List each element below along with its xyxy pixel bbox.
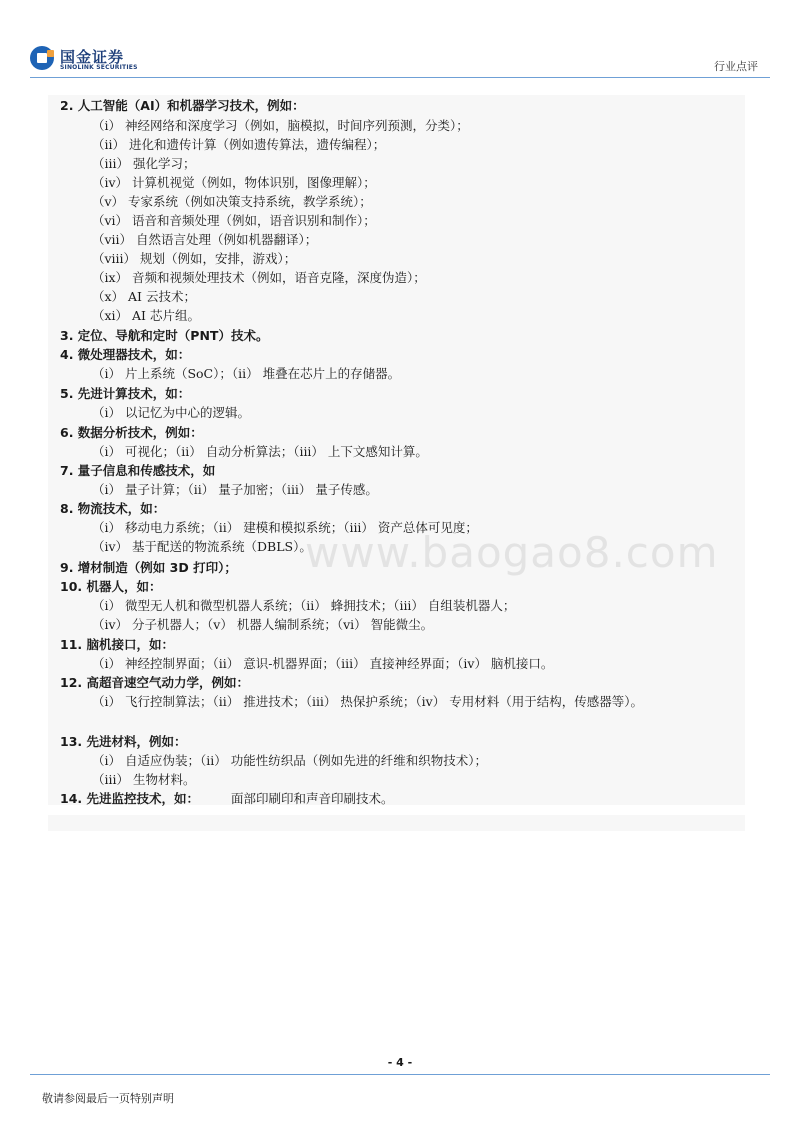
- content-panel-bottom: [48, 815, 745, 831]
- report-type-label: 行业点评: [714, 60, 758, 73]
- list-subitem: （iii） 强化学习；: [92, 156, 196, 171]
- list-item-2-heading: 2. 人工智能（AI）和机器学习技术，例如：: [60, 98, 305, 113]
- list-subitem: （ix） 音频和视频处理技术（例如，语音克隆，深度伪造）；: [92, 270, 426, 285]
- company-logo: [30, 44, 146, 74]
- list-subitem: （i） 自适应伪装；（ii） 功能性纺织品（例如先进的纤维和织物技术）；: [92, 753, 487, 768]
- list-subitem: （i） 量子计算；（ii） 量子加密；（iii） 量子传感。: [92, 482, 378, 497]
- list-subitem: （i） 片上系统（SoC）；（ii） 堆叠在芯片上的存储器。: [92, 366, 401, 381]
- list-subitem: （i） 微型无人机和微型机器人系统；（ii） 蜂拥技术；（iii） 自组装机器人；: [92, 598, 516, 613]
- list-subitem: （x） AI 云技术；: [92, 289, 196, 304]
- list-item-14-text: 面部印刷印和声音印刷技术。: [231, 791, 394, 806]
- page-number: - 4 -: [387, 1056, 413, 1069]
- list-item-7-heading: 7. 量子信息和传感技术，如: [60, 463, 216, 478]
- list-item-13-heading: 13. 先进材料，例如：: [60, 734, 187, 749]
- page-header: [0, 0, 800, 80]
- list-subitem: （v） 专家系统（例如决策支持系统，教学系统）；: [92, 194, 372, 209]
- list-subitem: （i） 神经控制界面；（ii） 意识-机器界面；（iii） 直接神经界面；（iv） 脑机接口。: [92, 656, 554, 671]
- list-subitem: （iv） 分子机器人；（v） 机器人编制系统；（vi） 智能微尘。: [92, 617, 434, 632]
- list-subitem: （i） 移动电力系统；（ii） 建模和模拟系统；（iii） 资产总体可见度；: [92, 520, 478, 535]
- header-divider: [30, 77, 770, 78]
- list-item-4-heading: 4. 微处理器技术，如：: [60, 347, 191, 362]
- list-item-11-heading: 11. 脑机接口，如：: [60, 637, 174, 652]
- list-subitem: （i） 以记忆为中心的逻辑。: [92, 405, 250, 420]
- list-item-14-heading: 14. 先进监控技术，如：: [60, 791, 199, 806]
- list-item-12-heading: 12. 高超音速空气动力学，例如：: [60, 675, 249, 690]
- list-subitem: （vi） 语音和音频处理（例如，语音识别和制作）；: [92, 213, 376, 228]
- list-subitem: （i） 飞行控制算法；（ii） 推进技术；（iii） 热保护系统；（iv） 专用材料（用于结构，传感器等）。: [92, 694, 643, 709]
- list-item-5-heading: 5. 先进计算技术，如：: [60, 386, 191, 401]
- list-subitem: （xi） AI 芯片组。: [92, 308, 200, 323]
- list-subitem: （iv） 计算机视觉（例如，物体识别，图像理解）；: [92, 175, 376, 190]
- list-item-3-heading: 3. 定位、导航和定时（PNT）技术。: [60, 328, 269, 343]
- logo-mark-icon: [30, 46, 54, 70]
- logo-english-name: SINOLINK SECURITIES: [60, 64, 138, 71]
- footer-disclaimer: 敬请参阅最后一页特别声明: [42, 1092, 174, 1105]
- list-subitem: （i） 神经网络和深度学习（例如，脑模拟，时间序列预测，分类）；: [92, 118, 469, 133]
- list-subitem: （iv） 基于配送的物流系统（DBLS）。: [92, 539, 312, 554]
- list-subitem: （viii） 规划（例如，安排，游戏）；: [92, 251, 297, 266]
- logo-chinese-name: 国金证券: [60, 48, 125, 66]
- list-item-9-heading: 9. 增材制造（例如 3D 打印）；: [60, 560, 237, 575]
- list-subitem: （ii） 进化和遗传计算（例如遗传算法，遗传编程）；: [92, 137, 386, 152]
- list-item-6-heading: 6. 数据分析技术，例如：: [60, 425, 203, 440]
- list-subitem: （vii） 自然语言处理（例如机器翻译）；: [92, 232, 318, 247]
- list-subitem: （iii） 生物材料。: [92, 772, 196, 787]
- watermark: www.baogao8.com: [305, 528, 719, 577]
- list-item-10-heading: 10. 机器人，如：: [60, 579, 162, 594]
- list-item-8-heading: 8. 物流技术，如：: [60, 501, 166, 516]
- footer-divider: [30, 1074, 770, 1075]
- list-subitem: （i） 可视化；（ii） 自动分析算法；（iii） 上下文感知计算。: [92, 444, 428, 459]
